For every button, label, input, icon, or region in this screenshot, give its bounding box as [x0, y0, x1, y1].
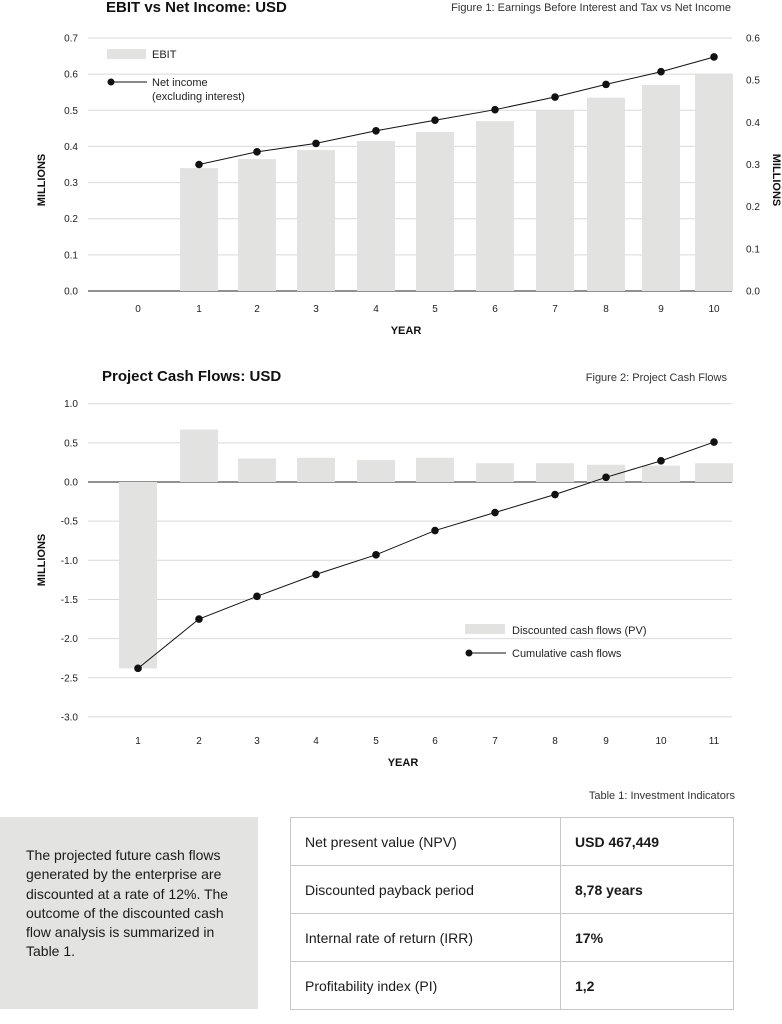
chart1-x-tick-label: 9 — [658, 304, 664, 315]
chart1-x-tick-label: 2 — [254, 304, 260, 315]
chart1-y-tick-label: 0.0 — [64, 286, 78, 298]
chart2-x-tick-label: 9 — [603, 736, 609, 747]
table-row — [291, 914, 734, 962]
net-income-point — [312, 140, 320, 148]
chart1-x-axis-label: YEAR — [390, 325, 422, 337]
investment-indicators-table — [290, 817, 734, 1010]
net-income-point — [657, 68, 665, 76]
net-income-point — [602, 81, 610, 89]
chart1-y-tick-label: 0.2 — [64, 214, 78, 226]
chart2-x-tick-label: 6 — [432, 736, 438, 747]
chart2-x-tick-label: 8 — [552, 736, 558, 747]
indicator-value: 1,2 — [561, 962, 734, 1010]
chart1-y2-tick-label: 0.3 — [746, 160, 760, 171]
chart2-y-tick-label: -2.5 — [60, 673, 78, 685]
chart1-x-tick-label: 5 — [432, 304, 438, 315]
chart1-y2-tick-label: 0.5 — [746, 75, 760, 87]
chart1-y2-tick-label: 0.4 — [746, 117, 760, 129]
ebit-bar — [695, 74, 733, 291]
cumulative-cash-flow-point — [372, 551, 380, 559]
chart1-x-tick-label: 3 — [313, 304, 319, 315]
chart1-y-tick-label: 0.5 — [64, 105, 78, 117]
chart1-y-tick-label: 0.6 — [64, 69, 78, 81]
chart1-y-tick-label: 0.1 — [64, 250, 78, 262]
indicator-value: 8,78 years — [561, 866, 734, 914]
chart1-y2-tick-label: 0.2 — [746, 202, 760, 214]
cumulative-cash-flow-point — [602, 474, 610, 482]
net-income-point — [551, 93, 559, 101]
net-income-point — [253, 148, 261, 156]
legend-ebit-label: EBIT — [152, 49, 177, 61]
chart2-x-tick-label: 11 — [708, 736, 720, 747]
chart1-x-tick-label: 0 — [135, 304, 141, 315]
chart2-y-tick-label: -2.0 — [60, 634, 78, 646]
chart2-y-tick-label: 0.5 — [64, 438, 78, 450]
ebit-bar — [536, 110, 574, 291]
chart1-figure-caption: Figure 1: Earnings Before Interest and Tax vs Net Income — [451, 2, 731, 14]
legend-discounted-cf-swatch — [465, 624, 505, 634]
chart2-y-tick-label: 0.0 — [64, 477, 78, 489]
summary-text-panel — [0, 817, 258, 1009]
discounted-cash-flow-bar — [180, 430, 218, 482]
discounted-cash-flow-bar — [642, 466, 680, 482]
summary-text: The projected future cash flows generated by the enterprise are discounted at a rate of 12%. The outcome of the discounted cash flow analysis is summarized in Table 1. — [26, 847, 229, 960]
ebit-bar — [416, 132, 454, 291]
chart1-y-tick-label: 0.3 — [64, 178, 78, 190]
discounted-cash-flow-bar — [119, 482, 157, 668]
net-income-point — [431, 116, 439, 124]
chart2-y-tick-label: -1.0 — [60, 555, 78, 567]
legend-cumulative-cf-marker — [466, 650, 473, 657]
chart2-x-tick-label: 2 — [196, 736, 202, 747]
table-row — [291, 818, 734, 866]
chart1-title: EBIT vs Net Income: USD — [106, 0, 287, 16]
chart2-x-tick-label: 5 — [373, 736, 379, 747]
chart1-y-tick-label: 0.7 — [64, 33, 78, 45]
discounted-cash-flow-bar — [695, 463, 733, 482]
cumulative-cash-flow-point — [551, 491, 559, 499]
chart1-x-tick-label: 6 — [492, 304, 498, 315]
discounted-cash-flow-bar — [297, 458, 335, 482]
table-caption: Table 1: Investment Indicators — [588, 790, 735, 802]
chart2-y-tick-label: -0.5 — [60, 516, 78, 528]
chart1-y2-tick-label: 0.6 — [746, 33, 760, 45]
legend-ebit-swatch — [107, 49, 146, 59]
indicator-label: Discounted payback period — [291, 866, 561, 914]
chart2-x-tick-label: 1 — [135, 736, 141, 747]
indicator-label: Profitability index (PI) — [291, 962, 561, 1010]
ebit-bar — [297, 150, 335, 291]
indicator-value: USD 467,449 — [561, 818, 734, 866]
chart2-x-axis-label: YEAR — [387, 757, 419, 769]
chart2-y-tick-label: 1.0 — [64, 399, 78, 411]
chart1-x-tick-label: 8 — [603, 304, 609, 315]
chart2-x-tick-label: 7 — [492, 736, 498, 747]
chart2-x-tick-label: 4 — [313, 736, 319, 747]
cumulative-cash-flow-point — [195, 615, 203, 623]
indicator-label: Net present value (NPV) — [291, 818, 561, 866]
table-row — [291, 962, 734, 1010]
cumulative-cash-flow-point — [491, 509, 499, 517]
legend-net-income-marker — [108, 79, 115, 86]
net-income-point — [195, 161, 203, 169]
table-row — [291, 866, 734, 914]
chart2-title: Project Cash Flows: USD — [102, 368, 282, 385]
chart1-y2-tick-label: 0.1 — [746, 244, 760, 256]
ebit-bar — [180, 168, 218, 291]
chart2-y-axis-label: MILLIONS — [36, 533, 48, 587]
cumulative-cash-flow-point — [253, 593, 261, 601]
net-income-point — [491, 106, 499, 114]
chart1-y-tick-label: 0.4 — [64, 141, 78, 153]
ebit-bar — [642, 85, 680, 291]
chart1-y2-axis-label: MILLIONS — [770, 153, 782, 207]
net-income-point — [710, 53, 718, 61]
cumulative-cash-flow-point — [657, 457, 665, 465]
ebit-bar — [238, 159, 276, 291]
chart1-x-tick-label: 10 — [708, 304, 720, 315]
ebit-vs-net-income-chart — [0, 0, 782, 345]
ebit-bar — [476, 121, 514, 291]
chart2-y-tick-label: -3.0 — [60, 712, 78, 724]
chart1-x-tick-label: 4 — [373, 304, 379, 315]
chart2-x-tick-label: 10 — [655, 736, 667, 747]
ebit-bar — [357, 141, 395, 291]
legend-net-income-label: Net income (excluding interest) — [152, 77, 245, 103]
legend-discounted-cf-label: Discounted cash flows (PV) — [512, 625, 647, 637]
net-income-point — [372, 127, 380, 135]
indicator-label: Internal rate of return (IRR) — [291, 914, 561, 962]
chart2-x-tick-label: 3 — [254, 736, 260, 747]
cumulative-cash-flow-point — [134, 665, 142, 673]
project-cash-flows-chart — [0, 360, 782, 780]
discounted-cash-flow-bar — [476, 463, 514, 482]
cumulative-cash-flow-point — [710, 438, 718, 446]
discounted-cash-flow-bar — [238, 459, 276, 482]
chart1-y-axis-label: MILLIONS — [36, 153, 48, 207]
cumulative-cash-flow-point — [431, 527, 439, 535]
chart2-y-tick-label: -1.5 — [60, 594, 78, 606]
ebit-bar — [587, 98, 625, 291]
chart1-y2-tick-label: 0.0 — [746, 286, 760, 298]
chart2-figure-caption: Figure 2: Project Cash Flows — [585, 372, 727, 384]
chart1-x-tick-label: 7 — [552, 304, 558, 315]
legend-cumulative-cf-label: Cumulative cash flows — [512, 648, 622, 660]
discounted-cash-flow-bar — [416, 458, 454, 482]
discounted-cash-flow-bar — [357, 460, 395, 482]
discounted-cash-flow-bar — [536, 463, 574, 482]
cumulative-cash-flow-point — [312, 571, 320, 579]
indicator-value: 17% — [561, 914, 734, 962]
chart1-x-tick-label: 1 — [196, 304, 202, 315]
